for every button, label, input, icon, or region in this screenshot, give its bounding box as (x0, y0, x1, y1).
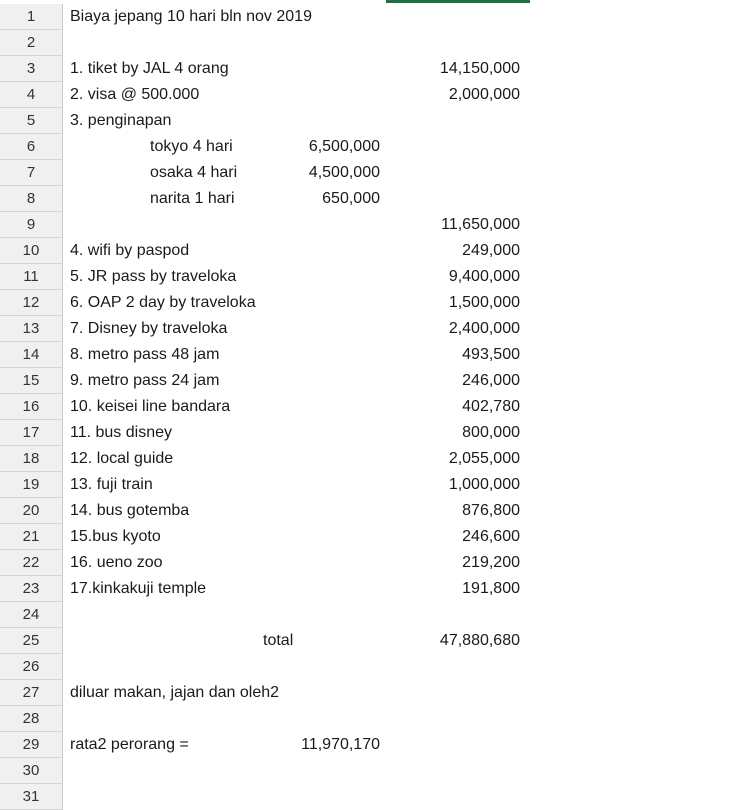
row-header[interactable]: 30 (0, 758, 63, 784)
row-header[interactable]: 23 (0, 576, 63, 602)
row-header[interactable]: 3 (0, 56, 63, 82)
row-header[interactable]: 8 (0, 186, 63, 212)
sheet-row-5 (0, 108, 750, 134)
row-header[interactable]: 27 (0, 680, 63, 706)
row-header[interactable]: 1 (0, 4, 63, 30)
sheet-row-20 (0, 498, 750, 524)
item-label-cell[interactable]: 6. OAP 2 day by traveloka (70, 294, 256, 311)
sheet-row-17 (0, 420, 750, 446)
sheet-row-4 (0, 82, 750, 108)
item-amount-cell[interactable]: 1,000,000 (448, 476, 520, 493)
sheet-row-6 (0, 134, 750, 160)
row-header[interactable]: 25 (0, 628, 63, 654)
sheet-row-18 (0, 446, 750, 472)
lodging-label-cell[interactable]: tokyo 4 hari (150, 138, 233, 155)
sheet-row-29 (0, 732, 750, 758)
sheet-row-8 (0, 186, 750, 212)
average-label-cell[interactable]: rata2 perorang = (70, 736, 189, 753)
item-label-cell[interactable]: 15.bus kyoto (70, 528, 161, 545)
lodging-label-cell[interactable]: narita 1 hari (150, 190, 235, 207)
row-header[interactable]: 26 (0, 654, 63, 680)
row-header[interactable]: 14 (0, 342, 63, 368)
item-amount-cell[interactable]: 876,800 (462, 502, 520, 519)
sheet-row-13 (0, 316, 750, 342)
sheet-row-22 (0, 550, 750, 576)
lodging-label-cell[interactable]: osaka 4 hari (150, 164, 238, 181)
row-header[interactable]: 18 (0, 446, 63, 472)
row-header[interactable]: 11 (0, 264, 63, 290)
item-label-cell[interactable]: 1. tiket by JAL 4 orang (70, 60, 229, 77)
sheet-row-19 (0, 472, 750, 498)
item-label-cell[interactable]: 14. bus gotemba (70, 502, 190, 519)
item-label-cell[interactable]: 17.kinkakuji temple (70, 580, 207, 597)
row-header[interactable]: 29 (0, 732, 63, 758)
row-header[interactable]: 9 (0, 212, 63, 238)
lodging-amount-cell[interactable]: 650,000 (322, 190, 380, 207)
column-selection-indicator (386, 0, 530, 3)
item-amount-cell[interactable]: 246,000 (462, 372, 520, 389)
sheet-row-2 (0, 30, 750, 56)
lodging-amount-cell[interactable]: 6,500,000 (308, 138, 380, 155)
item-label-cell[interactable]: 2. visa @ 500.000 (70, 86, 200, 103)
sheet-row-26 (0, 654, 750, 680)
row-header[interactable]: 13 (0, 316, 63, 342)
total-label-cell[interactable]: total (263, 632, 294, 649)
sheet-row-16 (0, 394, 750, 420)
sheet-row-15 (0, 368, 750, 394)
row-header[interactable]: 17 (0, 420, 63, 446)
sheet-row-7 (0, 160, 750, 186)
item-amount-cell[interactable]: 2,055,000 (448, 450, 520, 467)
note-cell[interactable]: diluar makan, jajan dan oleh2 (70, 684, 280, 701)
row-header[interactable]: 10 (0, 238, 63, 264)
sheet-row-12 (0, 290, 750, 316)
row-header[interactable]: 16 (0, 394, 63, 420)
item-amount-cell[interactable]: 249,000 (462, 242, 520, 259)
sheet-row-31 (0, 784, 750, 810)
sheet-row-14 (0, 342, 750, 368)
sheet-row-30 (0, 758, 750, 784)
row-header[interactable]: 15 (0, 368, 63, 394)
row-header[interactable]: 20 (0, 498, 63, 524)
item-label-cell[interactable]: 9. metro pass 24 jam (70, 372, 220, 389)
sheet-row-9 (0, 212, 750, 238)
sheet-row-11 (0, 264, 750, 290)
row-header[interactable]: 12 (0, 290, 63, 316)
lodging-amount-cell[interactable]: 4,500,000 (308, 164, 380, 181)
item-amount-cell[interactable]: 9,400,000 (448, 268, 520, 285)
sheet-row-23 (0, 576, 750, 602)
sheet-row-1 (0, 4, 750, 30)
row-header[interactable]: 4 (0, 82, 63, 108)
item-amount-cell[interactable]: 402,780 (462, 398, 520, 415)
item-amount-cell[interactable]: 219,200 (462, 554, 520, 571)
row-header[interactable]: 31 (0, 784, 63, 810)
item-label-cell[interactable]: 10. keisei line bandara (70, 398, 231, 415)
item-label-cell[interactable]: 5. JR pass by traveloka (70, 268, 237, 285)
item-label-cell[interactable]: 3. penginapan (70, 112, 172, 129)
row-header[interactable]: 19 (0, 472, 63, 498)
item-amount-cell[interactable]: 1,500,000 (448, 294, 520, 311)
item-label-cell[interactable]: 4. wifi by paspod (70, 242, 190, 259)
row-header[interactable]: 6 (0, 134, 63, 160)
item-amount-cell[interactable]: 2,000,000 (448, 86, 520, 103)
row-header[interactable]: 28 (0, 706, 63, 732)
sheet-row-27 (0, 680, 750, 706)
item-amount-cell[interactable]: 2,400,000 (448, 320, 520, 337)
sheet-row-28 (0, 706, 750, 732)
sheet-row-21 (0, 524, 750, 550)
item-label-cell[interactable]: 16. ueno zoo (70, 554, 163, 571)
row-header[interactable]: 21 (0, 524, 63, 550)
item-label-cell[interactable]: 7. Disney by traveloka (70, 320, 228, 337)
item-label-cell[interactable]: 11. bus disney (70, 424, 172, 441)
item-amount-cell[interactable]: 14,150,000 (439, 60, 520, 77)
sheet-row-3 (0, 56, 750, 82)
item-amount-cell[interactable]: 246,600 (462, 528, 520, 545)
cell-A1-title[interactable]: Biaya jepang 10 hari bln nov 2019 (70, 8, 312, 25)
item-amount-cell[interactable]: 800,000 (462, 424, 520, 441)
item-amount-cell[interactable]: 191,800 (462, 580, 520, 597)
item-label-cell[interactable]: 12. local guide (70, 450, 174, 467)
item-label-cell[interactable]: 8. metro pass 48 jam (70, 346, 220, 363)
row-header[interactable]: 2 (0, 30, 63, 56)
item-amount-cell[interactable]: 493,500 (462, 346, 520, 363)
sheet-row-10 (0, 238, 750, 264)
row-header[interactable]: 22 (0, 550, 63, 576)
row-header[interactable]: 5 (0, 108, 63, 134)
average-amount-cell[interactable]: 11,970,170 (301, 736, 380, 753)
row-header[interactable]: 24 (0, 602, 63, 628)
lodging-subtotal-cell[interactable]: 11,650,000 (441, 216, 520, 233)
row-header[interactable]: 7 (0, 160, 63, 186)
sheet-row-24 (0, 602, 750, 628)
item-label-cell[interactable]: 13. fuji train (70, 476, 153, 493)
total-amount-cell[interactable]: 47,880,680 (439, 632, 520, 649)
sheet-row-25 (0, 628, 750, 654)
